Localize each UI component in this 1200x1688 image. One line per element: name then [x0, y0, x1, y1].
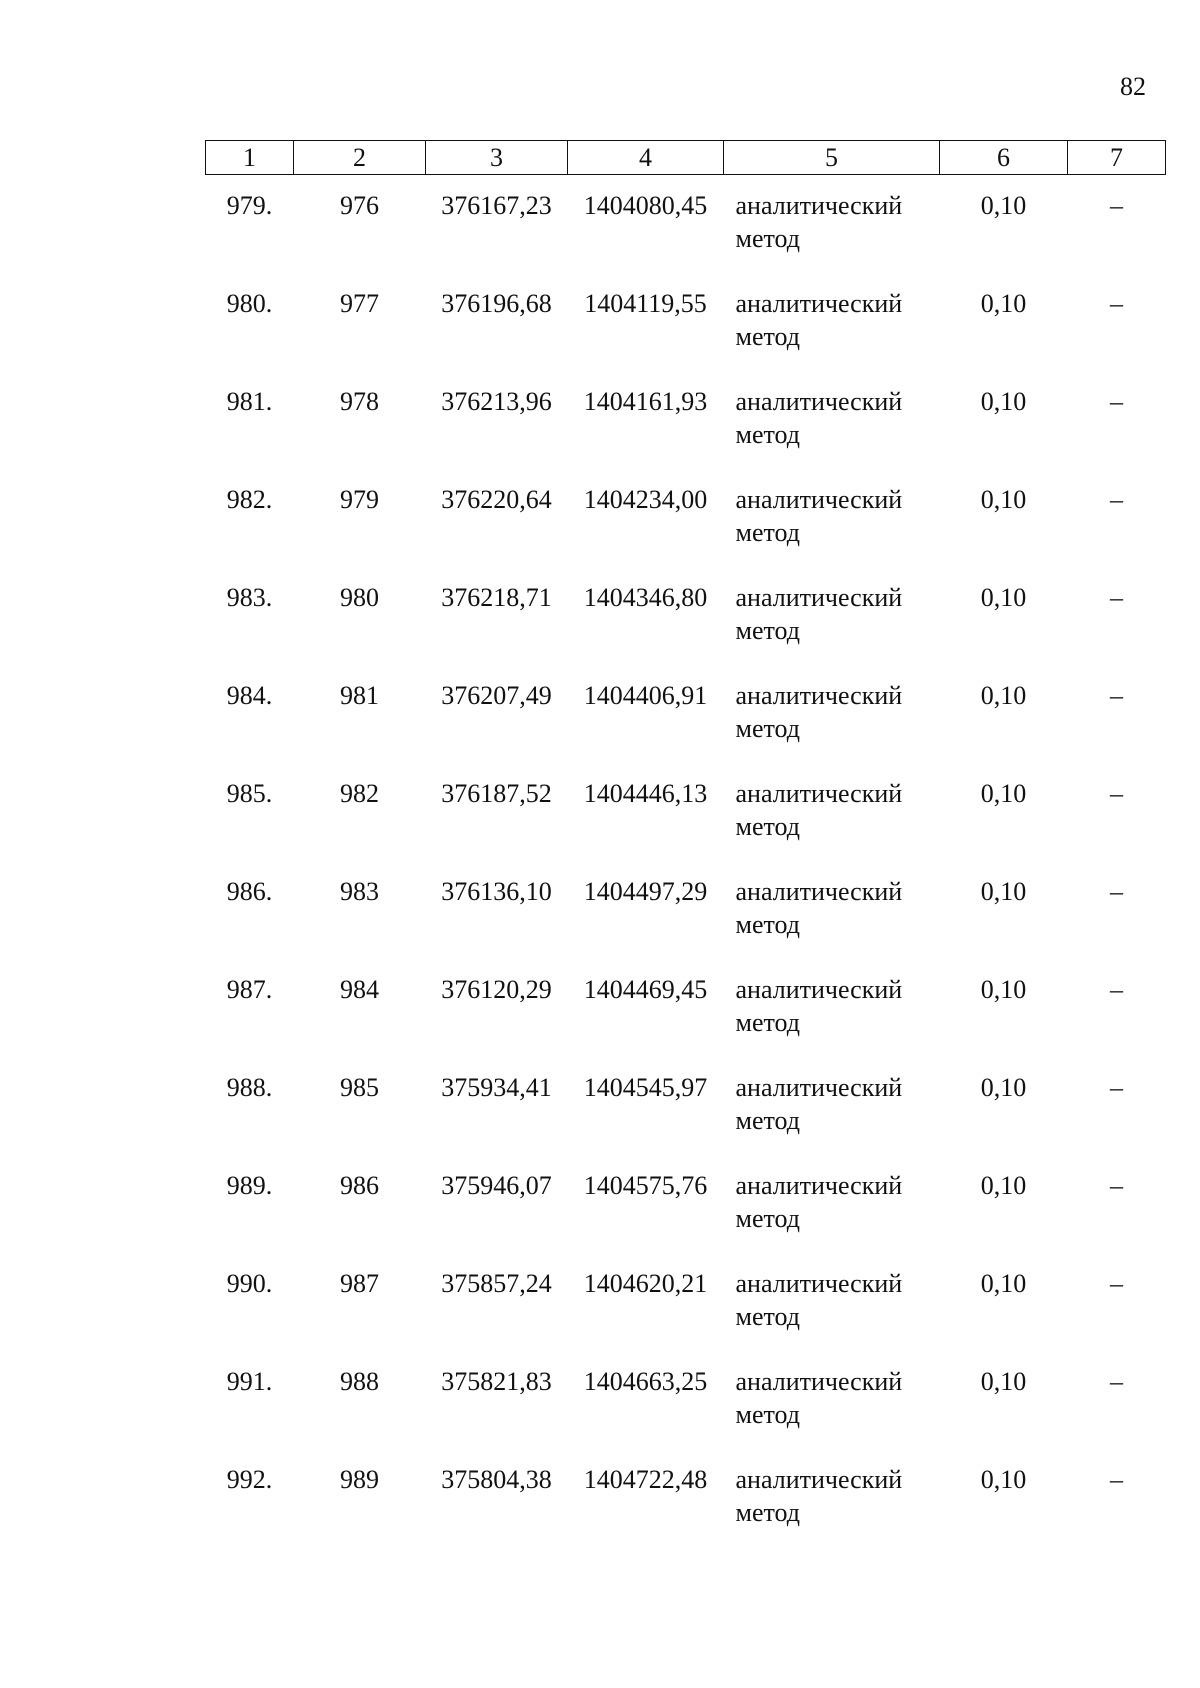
determination-method: аналитический метод — [735, 876, 903, 939]
table-row — [206, 273, 1166, 371]
row-number: 992. — [226, 1464, 273, 1494]
note-value: – — [1110, 1170, 1123, 1200]
determination-method: аналитический метод — [735, 1170, 903, 1233]
x-coordinate: 375821,83 — [441, 1366, 552, 1396]
accuracy-value: 0,10 — [980, 386, 1027, 416]
note-value: – — [1110, 680, 1123, 710]
x-coordinate: 375946,07 — [441, 1170, 552, 1200]
accuracy-value: 0,10 — [980, 484, 1027, 514]
header-cell-2: 2 — [294, 141, 426, 175]
header-row — [206, 141, 1166, 175]
x-coordinate: 376196,68 — [441, 288, 552, 318]
determination-method: аналитический метод — [735, 1464, 903, 1527]
row-number: 979. — [226, 191, 273, 220]
coordinates-table — [205, 140, 1166, 1547]
note-value: – — [1110, 582, 1123, 612]
point-number: 989 — [340, 1464, 379, 1494]
x-coordinate: 375804,38 — [441, 1464, 552, 1494]
table-row — [206, 469, 1166, 567]
accuracy-value: 0,10 — [980, 778, 1027, 808]
note-value: – — [1110, 778, 1123, 808]
point-number: 986 — [340, 1170, 379, 1200]
table-row — [206, 371, 1166, 469]
accuracy-value: 0,10 — [980, 876, 1027, 906]
note-value: – — [1110, 484, 1123, 514]
y-coordinate: 1404446,13 — [583, 778, 708, 808]
accuracy-value: 0,10 — [980, 974, 1027, 1004]
x-coordinate: 375857,24 — [441, 1268, 552, 1298]
point-number: 978 — [340, 386, 379, 416]
table-header — [206, 141, 1166, 175]
x-coordinate: 376218,71 — [441, 582, 552, 612]
accuracy-value: 0,10 — [980, 1464, 1027, 1494]
point-number: 976 — [340, 191, 379, 220]
y-coordinate: 1404234,00 — [583, 484, 708, 514]
note-value: – — [1110, 1072, 1123, 1102]
x-coordinate: 376120,29 — [441, 974, 552, 1004]
accuracy-value: 0,10 — [980, 288, 1027, 318]
header-cell-7: 7 — [1068, 141, 1166, 175]
accuracy-value: 0,10 — [980, 1366, 1027, 1396]
y-coordinate: 1404346,80 — [583, 582, 708, 612]
determination-method: аналитический метод — [735, 1268, 903, 1331]
point-number: 979 — [340, 484, 379, 514]
row-number: 988. — [226, 1072, 273, 1102]
determination-method: аналитический метод — [735, 582, 903, 645]
note-value: – — [1110, 288, 1123, 318]
row-number: 980. — [226, 288, 273, 318]
table-row — [206, 861, 1166, 959]
row-number: 991. — [226, 1366, 273, 1396]
y-coordinate: 1404406,91 — [583, 680, 708, 710]
point-number: 987 — [340, 1268, 379, 1298]
table-row — [206, 1351, 1166, 1449]
table-row — [206, 1449, 1166, 1547]
point-number: 977 — [340, 288, 379, 318]
x-coordinate: 376187,52 — [441, 778, 552, 808]
y-coordinate: 1404722,48 — [583, 1464, 708, 1494]
x-coordinate: 375934,41 — [441, 1072, 552, 1102]
accuracy-value: 0,10 — [980, 680, 1027, 710]
y-coordinate: 1404575,76 — [583, 1170, 708, 1200]
note-value: – — [1110, 1366, 1123, 1396]
determination-method: аналитический метод — [735, 778, 903, 841]
determination-method: аналитический метод — [735, 974, 903, 1037]
y-coordinate: 1404620,21 — [583, 1268, 708, 1298]
determination-method: аналитический метод — [735, 1366, 903, 1429]
header-cell-3: 3 — [426, 141, 568, 175]
y-coordinate: 1404545,97 — [583, 1072, 708, 1102]
header-cell-5: 5 — [724, 141, 940, 175]
table-row — [206, 665, 1166, 763]
accuracy-value: 0,10 — [980, 191, 1027, 220]
row-number: 990. — [226, 1268, 273, 1298]
x-coordinate: 376207,49 — [441, 680, 552, 710]
row-number: 983. — [226, 582, 273, 612]
row-number: 985. — [226, 778, 273, 808]
determination-method: аналитический метод — [735, 680, 903, 743]
note-value: – — [1110, 386, 1123, 416]
accuracy-value: 0,10 — [980, 582, 1027, 612]
y-coordinate: 1404663,25 — [583, 1366, 708, 1396]
point-number: 980 — [340, 582, 379, 612]
page-number: 82 — [1120, 72, 1146, 101]
accuracy-value: 0,10 — [980, 1072, 1027, 1102]
accuracy-value: 0,10 — [980, 1170, 1027, 1200]
x-coordinate: 376220,64 — [441, 484, 552, 514]
table-row — [206, 959, 1166, 1057]
determination-method: аналитический метод — [735, 191, 903, 253]
y-coordinate: 1404469,45 — [583, 974, 708, 1004]
row-number: 984. — [226, 680, 273, 710]
accuracy-value: 0,10 — [980, 1268, 1027, 1298]
y-coordinate: 1404080,45 — [583, 191, 708, 220]
point-number: 983 — [340, 876, 379, 906]
table-row — [206, 567, 1166, 665]
point-number: 982 — [340, 778, 379, 808]
note-value: – — [1110, 876, 1123, 906]
x-coordinate: 376213,96 — [441, 386, 552, 416]
point-number: 988 — [340, 1366, 379, 1396]
table-row — [206, 175, 1166, 273]
point-number: 985 — [340, 1072, 379, 1102]
x-coordinate: 376167,23 — [441, 191, 552, 220]
table-row — [206, 1057, 1166, 1155]
header-cell-4: 4 — [568, 141, 724, 175]
note-value: – — [1110, 1268, 1123, 1298]
determination-method: аналитический метод — [735, 288, 903, 351]
note-value: – — [1110, 191, 1123, 220]
note-value: – — [1110, 974, 1123, 1004]
point-number: 984 — [340, 974, 379, 1004]
header-cell-1: 1 — [206, 141, 294, 175]
row-number: 986. — [226, 876, 273, 906]
note-value: – — [1110, 1464, 1123, 1494]
y-coordinate: 1404119,55 — [584, 288, 707, 318]
determination-method: аналитический метод — [735, 386, 903, 449]
table-body — [206, 175, 1166, 1547]
y-coordinate: 1404161,93 — [583, 386, 708, 416]
x-coordinate: 376136,10 — [441, 876, 552, 906]
row-number: 981. — [226, 386, 273, 416]
table-row — [206, 1155, 1166, 1253]
table-row — [206, 763, 1166, 861]
row-number: 987. — [226, 974, 273, 1004]
table-row — [206, 1253, 1166, 1351]
row-number: 989. — [226, 1170, 273, 1200]
y-coordinate: 1404497,29 — [583, 876, 708, 906]
row-number: 982. — [226, 484, 273, 514]
determination-method: аналитический метод — [735, 1072, 903, 1135]
header-cell-6: 6 — [940, 141, 1068, 175]
determination-method: аналитический метод — [735, 484, 903, 547]
point-number: 981 — [340, 680, 379, 710]
